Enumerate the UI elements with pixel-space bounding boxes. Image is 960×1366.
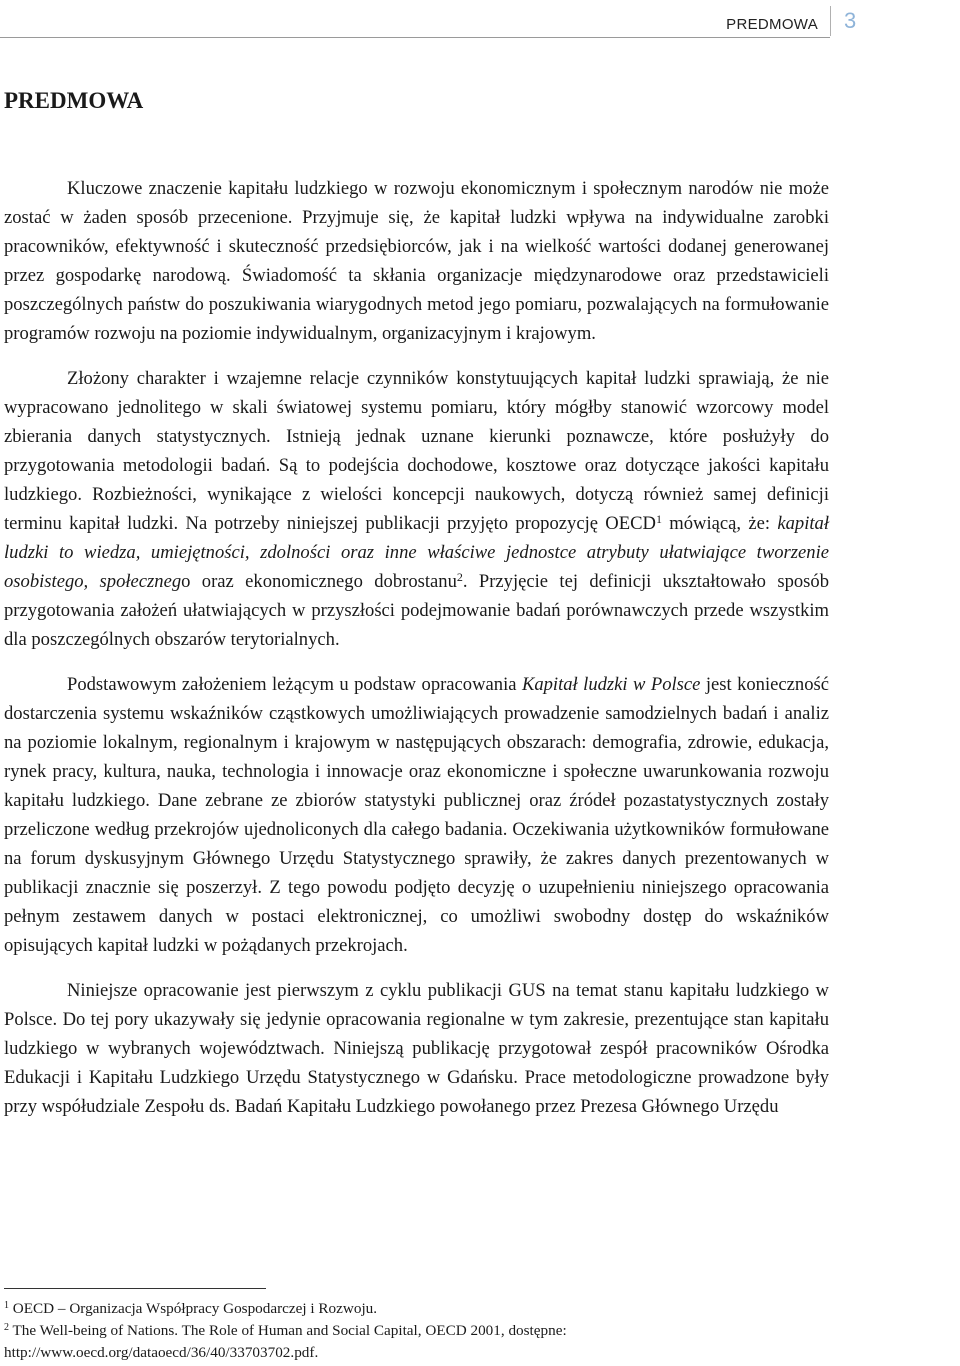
running-header-title: PREDMOWA [726,16,818,33]
footnote-mark: 2 [4,1322,9,1333]
footnote-separator [4,1288,266,1289]
header-divider [830,6,831,36]
paragraph-1: Kluczowe znaczenie kapitału ludzkiego w rozwoju ekonomicznym i społecznym narodów nie może zostać w żaden sposób przecenione. Przyjmuje się, że kapitał ludzki wpływa na indywidualne zarobki pracowników, efektywność i skuteczność przedsiębiorców, jak i na wielkość wartości dodanej generowanej przez gospodarkę narodową. Świadomość ta skłania organizacje międzynarodowe oraz przedstawicieli poszczególnych państw do poszukiwania wiarygodnych metod jego pomiaru, pozwalających na formułowanie programów rozwoju na poziomie indywidualnym, organizacyjnym i krajowym. [4,178,829,344]
oecd-definition-italic: kapitał ludzki to wiedza, umiejętności, zdolności oraz inne właściwe jednostce atrybuty ułatwiające tworzenie osobistego, społeczneg [4,513,829,592]
paragraph-4: Niniejsze opracowanie jest pierwszym z cyklu publikacji GUS na temat stanu kapitału ludzkiego w Polsce. Do tej pory ukazywały się jedynie opracowania regionalne w tym zakresie, prezentujące stan kapitału ludzkiego w wybranych województwach. Niniejszą publikację przygotował zespół pracowników Ośrodka Edukacji i Kapitału Ludzkiego Urzędu Statystycznego w Gdańsku. Prace metodologiczne prowadzone były przy współudziale Zespołu ds. Badań Kapitału Ludzkiego powołanego przez Prezesa Głównego Urzędu [4,980,829,1117]
footnote-2 [4,1320,834,1364]
footnote-text: The Well-being of Nations. The Role of Human and Social Capital, OECD 2001, dostępne: http://www.oecd.org/dataoecd/36/40/33703702.pdf. [4,1322,567,1361]
paragraph-3-text-b: jest konieczność dostarczenia systemu wskaźników cząstkowych umożliwiających prowadzenie samodzielnych badań i analiz na poziomie lokalnym, regionalnym i krajowym w następujących obszarach: demografia, zdrowie, edukacja, rynek pracy, kultura, nauka, technologia i innowacje oraz ekonomiczne i społeczne uwarunkowania rozwoju kapitału ludzkiego. Dane zebrane ze zbiorów statystyki publicznej oraz źródeł pozastatystycznych zostały przeliczone według przekrojów ujednoliconych dla całego badania. Oczekiwania użytkowników formułowane na forum dyskusyjnym Głównego Urzędu Statystycznego sprawiły, że zakres danych prezentowanych w publikacji znacznie się poszerzył. Z tego powodu podjęto decyzję o uzupełnieniu niniejszego opracowania pełnym zestawem danych w postaci elektronicznej, co umożliwi swobodny dostęp do wskaźników opisujących kapitał ludzki w pożądanych przekrojach. [4,674,829,956]
header-rule [0,37,830,38]
paragraph-2-text-c: o oraz ekonomicznego dobrostanu [181,571,457,592]
footnote-1 [4,1298,834,1320]
footnotes [4,1298,834,1364]
paragraph-3-text-a: Podstawowym założeniem leżącym u podstaw opracowania [67,674,522,695]
paragraph-2-text-a: Złożony charakter i wzajemne relacje czynników konstytuujących kapitał ludzki sprawiają, że nie wypracowano jednolitego w skali światowej systemu pomiaru, który mógłby stanowić wzorcowy model zbierania danych statystycznych. Istnieją jednak uznane kierunki poznawcze, które posłużyły do przygotowania metodologii badań. Są to podejścia dochodowe, kosztowe oraz dotyczące jakości kapitału ludzkiego. Rozbieżności, wynikające z wielości koncepcji naukowych, dotyczą również samej definicji terminu kapitał ludzki. Na potrzeby niniejszej publikacji przyjęto propozycję OECD [4,368,829,534]
section-title: PREDMOWA [4,88,144,113]
page-number: 3 [844,8,857,33]
footnote-text: OECD – Organizacja Współpracy Gospodarczej i Rozwoju. [9,1300,378,1317]
publication-title-italic: Kapitał ludzki w Polsce [521,674,701,695]
paragraph-2-text-d: . Przyjęcie tej definicji ukształtowało sposób przygotowania założeń ułatwiających w przyszłości podejmowanie badań porównawczych przede wszystkim dla poszczególnych obszarów terytorialnych. [4,571,829,650]
paragraph-2-text-b: mówiącą, że: [661,513,778,534]
footnote-mark: 1 [4,1300,9,1311]
paragraph-2 [4,364,829,654]
paragraph-3 [4,670,829,960]
page-header [0,0,960,40]
footnote-ref-1: 1 [655,512,662,526]
footnote-ref-2: 2 [456,570,463,584]
body-text [4,174,829,1137]
